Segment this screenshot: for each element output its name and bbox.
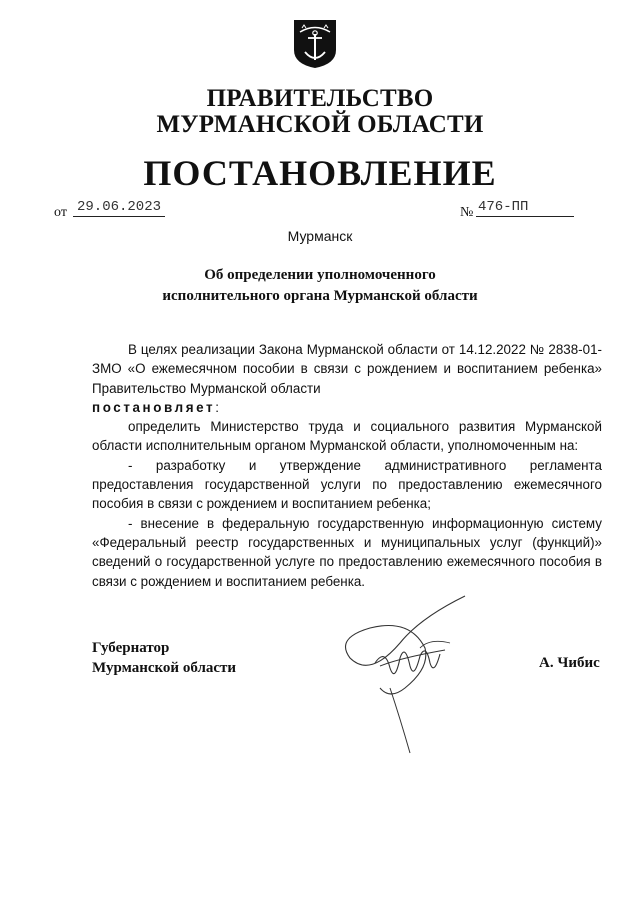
signatory-name: А. Чибис bbox=[539, 655, 600, 671]
org-name-line2: МУРМАНСКОЙ ОБЛАСТИ bbox=[156, 111, 484, 138]
murmansk-coat-of-arms-icon bbox=[292, 18, 338, 70]
preamble-text: В целях реализации Закона Мурманской области от 14.12.2022 № 2838-01-ЗМО «О ежемесячном пособии в связи с рождением и воспитанием ребенка» Правительство Мурманской области bbox=[92, 342, 602, 396]
paragraph-decree-keyword bbox=[92, 398, 602, 417]
paragraph-item-2: - внесение в федеральную государственную информационную систему «Федеральный реестр государственных и муниципальных услуг (функций)» сведений о государственной услуге по предоставлению ежемесячного пособия в связи с рождением и воспитанием ребенка. bbox=[92, 515, 602, 589]
paragraph-item-1: - разработку и утверждение административного регламента предоставления государственной услуги по предоставлению ежемесячного пособия в связи с рождением и воспитанием ребенка; bbox=[92, 457, 602, 512]
document-date: 29.06.2023 bbox=[73, 199, 165, 217]
document-type-title: ПОСТАНОВЛЕНИЕ bbox=[143, 153, 497, 193]
signatory-title-line1: Губернатор bbox=[92, 640, 170, 656]
paragraph-preamble bbox=[92, 340, 602, 398]
org-name-line1: ПРАВИТЕЛЬСТВО bbox=[206, 85, 434, 112]
date-label: от bbox=[54, 205, 67, 220]
decree-keyword: постановляет bbox=[92, 399, 216, 415]
handwritten-signature bbox=[330, 588, 480, 758]
city: Мурманск bbox=[287, 228, 353, 244]
subject-line1: Об определении уполномоченного bbox=[204, 267, 436, 283]
signatory-title bbox=[92, 638, 236, 678]
number-label: № bbox=[460, 205, 474, 220]
subject-line2: исполнительного органа Мурманской области bbox=[162, 288, 478, 304]
document-number: 476-ПП bbox=[476, 199, 574, 217]
paragraph-resolution: определить Министерство труда и социального развития Мурманской области исполнительным органом Мурманской области, уполномоченным на: bbox=[92, 419, 602, 454]
signatory-title-line2: Мурманской области bbox=[92, 660, 237, 676]
decree-keyword-colon: : bbox=[215, 399, 219, 415]
document-body bbox=[92, 340, 602, 591]
